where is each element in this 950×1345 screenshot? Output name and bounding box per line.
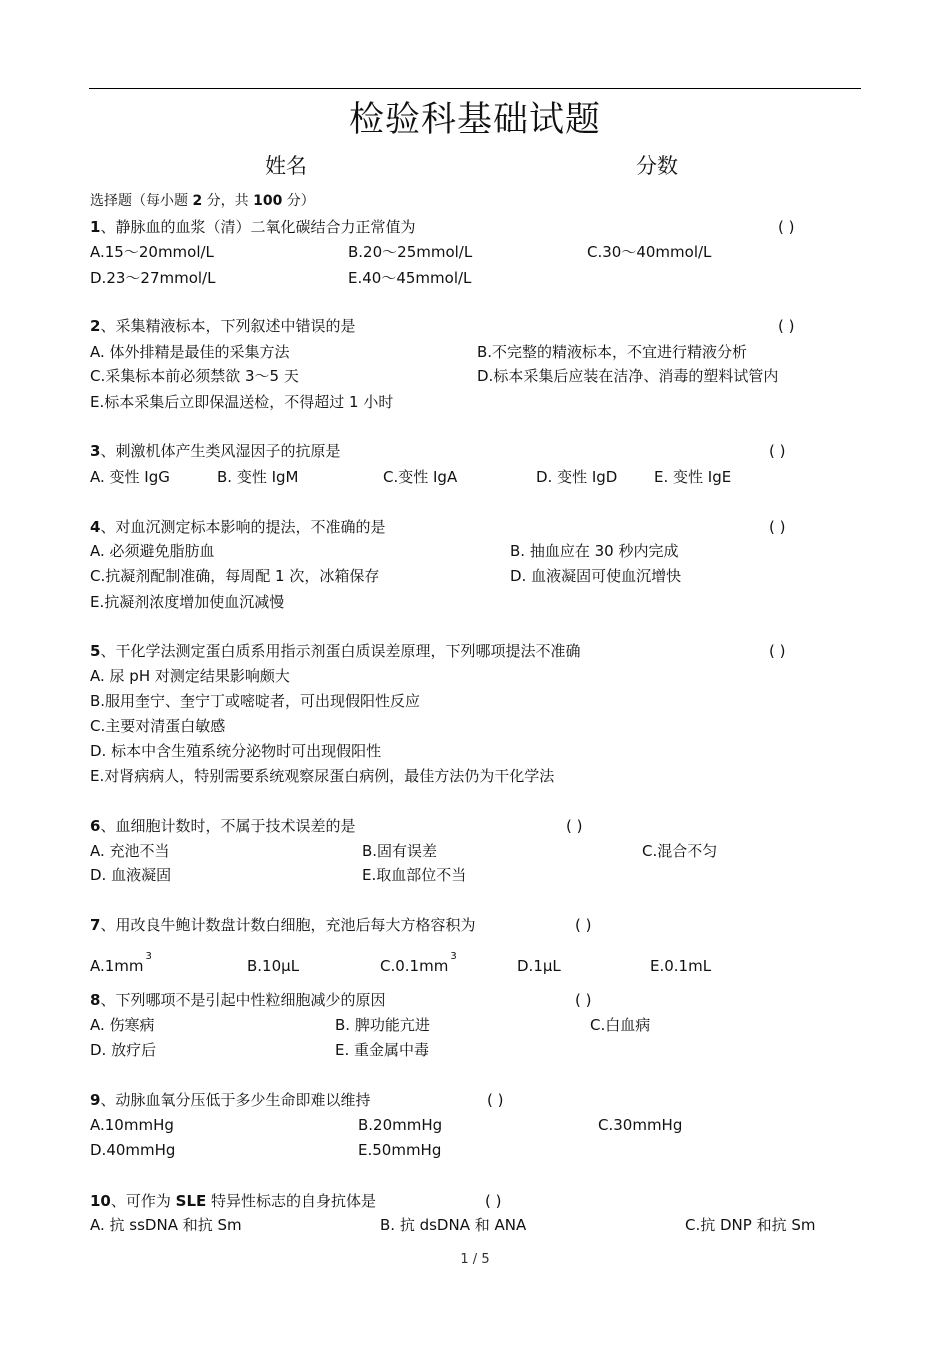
instruction: 选择题（每小题 2 分，共 100 分） bbox=[90, 193, 315, 209]
answer-blank-7: ( ) bbox=[575, 916, 592, 934]
question-6: 6、血细胞计数时，不属于技术误差的是 bbox=[90, 817, 356, 835]
q2-option-d: D.标本采集后应装在洁净、消毒的塑料试管内 bbox=[477, 367, 779, 385]
q3-option-c: C.变性 IgA bbox=[383, 468, 458, 486]
q7-option-b: B.10μL bbox=[247, 957, 300, 975]
answer-blank-2: ( ) bbox=[778, 317, 795, 335]
question-8: 8、下列哪项不是引起中性粒细胞减少的原因 bbox=[90, 991, 386, 1009]
question-10: 10、可作为 SLE 特异性标志的自身抗体是 bbox=[90, 1192, 377, 1210]
q5-option-b: B.服用奎宁、奎宁丁或嘧啶者，可出现假阳性反应 bbox=[90, 692, 421, 710]
q7-option-a: $A.1mm^3$ bbox=[90, 951, 152, 975]
q6-option-b: B.固有误差 bbox=[362, 842, 438, 860]
q6-option-c: C.混合不匀 bbox=[642, 842, 718, 860]
score-label: 分数 bbox=[636, 154, 678, 178]
answer-blank-8: ( ) bbox=[575, 991, 592, 1009]
q5-option-d: D. 标本中含生殖系统分泌物时可出现假阳性 bbox=[90, 742, 382, 760]
q3-option-b: B. 变性 IgM bbox=[217, 468, 299, 486]
answer-blank-1: ( ) bbox=[778, 218, 795, 236]
q1-option-c: C.30～40mmol/L bbox=[587, 243, 712, 261]
q8-option-d: D. 放疗后 bbox=[90, 1041, 157, 1059]
q5-option-e: E.对肾病病人，特别需要系统观察尿蛋白病例，最佳方法仍为干化学法 bbox=[90, 767, 555, 785]
q6-option-d: D. 血液凝固 bbox=[90, 866, 172, 884]
question-5: 5、干化学法测定蛋白质系用指示剂蛋白质误差原理，下列哪项提法不准确 bbox=[90, 642, 581, 660]
q2-option-b: B.不完整的精液标本，不宜进行精液分析 bbox=[477, 343, 748, 361]
q2-option-e: E.标本采集后立即保温送检，不得超过 1 小时 bbox=[90, 393, 394, 411]
q9-option-e: E.50mmHg bbox=[358, 1141, 442, 1159]
superscript-3: 3 bbox=[450, 951, 457, 962]
q9-option-c: C.30mmHg bbox=[598, 1116, 683, 1134]
q4-option-e: E.抗凝剂浓度增加使血沉减慢 bbox=[90, 593, 285, 611]
q8-option-e: E. 重金属中毒 bbox=[335, 1041, 430, 1059]
question-9: 9、动脉血氧分压低于多少生命即难以维持 bbox=[90, 1091, 371, 1109]
q7-option-c: $C.0.1mm^3$ bbox=[380, 951, 457, 975]
q9-option-a: A.10mmHg bbox=[90, 1116, 174, 1134]
q3-option-d: D. 变性 IgD bbox=[536, 468, 618, 486]
q10-option-b: B. 抗 dsDNA 和 ANA bbox=[380, 1216, 527, 1234]
q1-option-a: A.15～20mmol/L bbox=[90, 243, 214, 261]
name-label: 姓名 bbox=[265, 154, 307, 178]
q10-option-a: A. 抗 ssDNA 和抗 Sm bbox=[90, 1216, 242, 1234]
q8-option-b: B. 脾功能亢进 bbox=[335, 1016, 430, 1034]
q4-option-a: A. 必须避免脂肪血 bbox=[90, 542, 215, 560]
answer-blank-3: ( ) bbox=[769, 442, 786, 460]
q6-option-a: A. 充池不当 bbox=[90, 842, 170, 860]
answer-blank-6: ( ) bbox=[566, 817, 583, 835]
answer-blank-10: ( ) bbox=[485, 1192, 502, 1210]
question-3: 3、刺激机体产生类风湿因子的抗原是 bbox=[90, 442, 341, 460]
answer-blank-9: ( ) bbox=[487, 1091, 504, 1109]
question-7: 7、用改良牛鲍计数盘计数白细胞，充池后每大方格容积为 bbox=[90, 916, 476, 934]
q8-option-a: A. 伤寒病 bbox=[90, 1016, 155, 1034]
answer-blank-4: ( ) bbox=[769, 518, 786, 536]
q7-option-d: D.1μL bbox=[517, 957, 561, 975]
q4-option-b: B. 抽血应在 30 秒内完成 bbox=[510, 542, 679, 560]
q5-option-a: A. 尿 pH 对测定结果影响颇大 bbox=[90, 667, 290, 685]
q3-option-e: E. 变性 IgE bbox=[654, 468, 732, 486]
q8-option-c: C.白血病 bbox=[590, 1016, 651, 1034]
q9-option-d: D.40mmHg bbox=[90, 1141, 176, 1159]
superscript-3: 3 bbox=[145, 951, 152, 962]
q4-option-d: D. 血液凝固可使血沉增快 bbox=[510, 567, 682, 585]
question-2: 2、采集精液标本，下列叙述中错误的是 bbox=[90, 317, 356, 335]
question-4: 4、对血沉测定标本影响的提法，不准确的是 bbox=[90, 518, 386, 536]
q4-option-c: C.抗凝剂配制准确，每周配 1 次，冰箱保存 bbox=[90, 567, 380, 585]
page-title: 检验科基础试题 bbox=[348, 100, 601, 140]
q9-option-b: B.20mmHg bbox=[358, 1116, 443, 1134]
q5-option-c: C.主要对清蛋白敏感 bbox=[90, 717, 226, 735]
page-number: 1 / 5 bbox=[460, 1252, 490, 1267]
question-1: 1、静脉血的血浆（清）二氧化碳结合力正常值为 bbox=[90, 218, 416, 236]
q2-option-a: A. 体外排精是最佳的采集方法 bbox=[90, 343, 290, 361]
q6-option-e: E.取血部位不当 bbox=[362, 866, 467, 884]
q7-option-e: E.0.1mL bbox=[650, 957, 712, 975]
q1-option-e: E.40～45mmol/L bbox=[348, 269, 472, 287]
top-rule bbox=[89, 88, 861, 89]
q2-option-c: C.采集标本前必须禁欲 3～5 天 bbox=[90, 367, 299, 385]
q10-option-c: C.抗 DNP 和抗 Sm bbox=[685, 1216, 816, 1234]
q1-option-d: D.23～27mmol/L bbox=[90, 269, 216, 287]
answer-blank-5: ( ) bbox=[769, 642, 786, 660]
q1-option-b: B.20～25mmol/L bbox=[348, 243, 473, 261]
q3-option-a: A. 变性 IgG bbox=[90, 468, 170, 486]
